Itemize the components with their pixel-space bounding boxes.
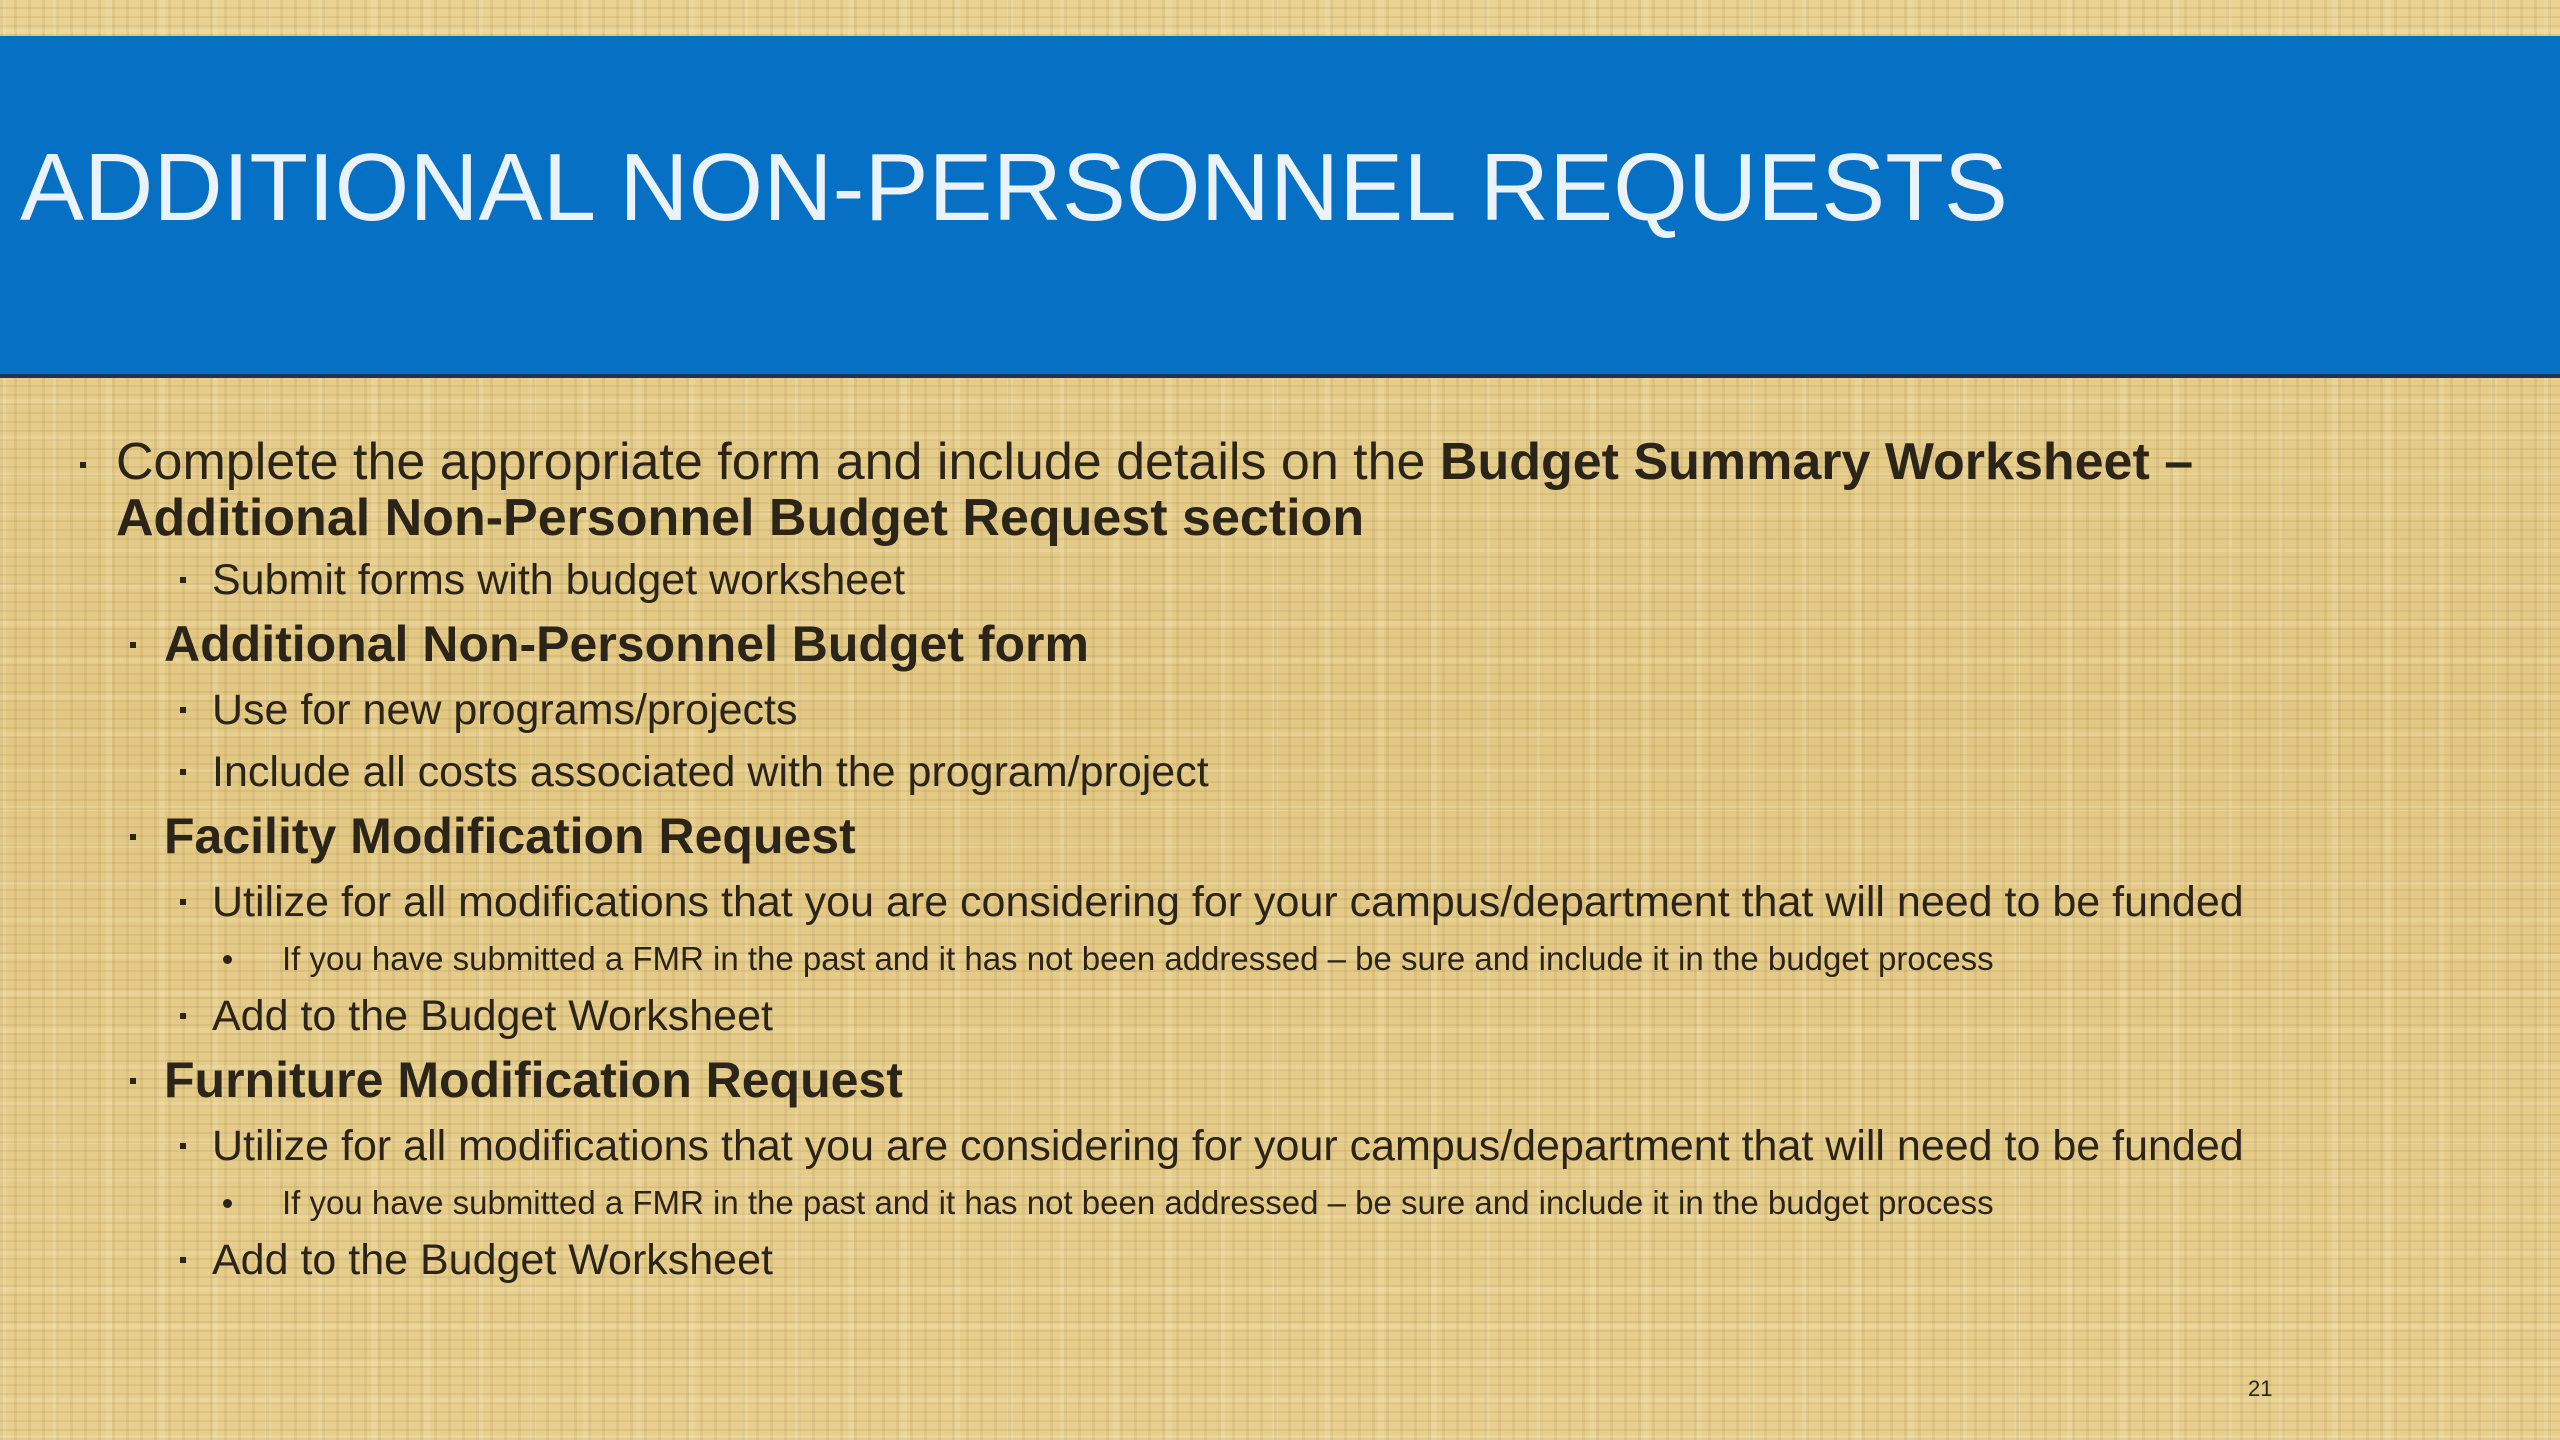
list-item: Utilize for all modifications that you are considering for your campus/department that will need to be funded [212, 878, 2244, 926]
slide-title: ADDITIONAL NON-PERSONNEL REQUESTS [20, 134, 2008, 241]
list-item: Include all costs associated with the program/project [212, 748, 1209, 796]
list-item: Add to the Budget Worksheet [212, 1236, 773, 1284]
bullet-marker [180, 899, 186, 905]
bullet-marker [180, 1013, 186, 1019]
intro-bold-text-1: Budget Summary Worksheet – [1439, 433, 2194, 491]
list-item: Use for new programs/projects [212, 686, 798, 734]
note-item: If you have submitted a FMR in the past and it has not been addressed – be sure and include it in the budget process [282, 940, 1994, 977]
bullet-marker [180, 1143, 186, 1149]
intro-bullet-continued [116, 490, 1364, 546]
bullet-marker [130, 642, 136, 648]
bullet-marker [180, 1257, 186, 1263]
bullet-marker [180, 769, 186, 775]
bullet-marker [180, 577, 186, 583]
bullet-marker [130, 1078, 136, 1084]
bullet-dot [223, 1199, 232, 1208]
section-heading-non-personnel-form: Additional Non-Personnel Budget form [164, 616, 1089, 672]
bullet-dot [223, 955, 232, 964]
title-bar [0, 36, 2560, 378]
bullet-marker [130, 834, 136, 840]
intro-sub-bullet: Submit forms with budget worksheet [212, 556, 906, 604]
section-heading-furniture-modification: Furniture Modification Request [164, 1052, 903, 1108]
page-number: 21 [2248, 1376, 2273, 1401]
intro-text: Complete the appropriate form and include details on the [116, 433, 1440, 491]
list-item: Add to the Budget Worksheet [212, 992, 773, 1040]
list-item: Utilize for all modifications that you are considering for your campus/department that will need to be funded [212, 1122, 2244, 1170]
section-heading-facility-modification: Facility Modification Request [164, 808, 856, 864]
note-item: If you have submitted a FMR in the past and it has not been addressed – be sure and include it in the budget process [282, 1184, 1994, 1221]
intro-bullet [116, 434, 2193, 490]
bullet-marker [180, 707, 186, 713]
intro-bold-text-2: Additional Non-Personnel Budget Request section [116, 489, 1365, 547]
bullet-marker [80, 462, 86, 468]
